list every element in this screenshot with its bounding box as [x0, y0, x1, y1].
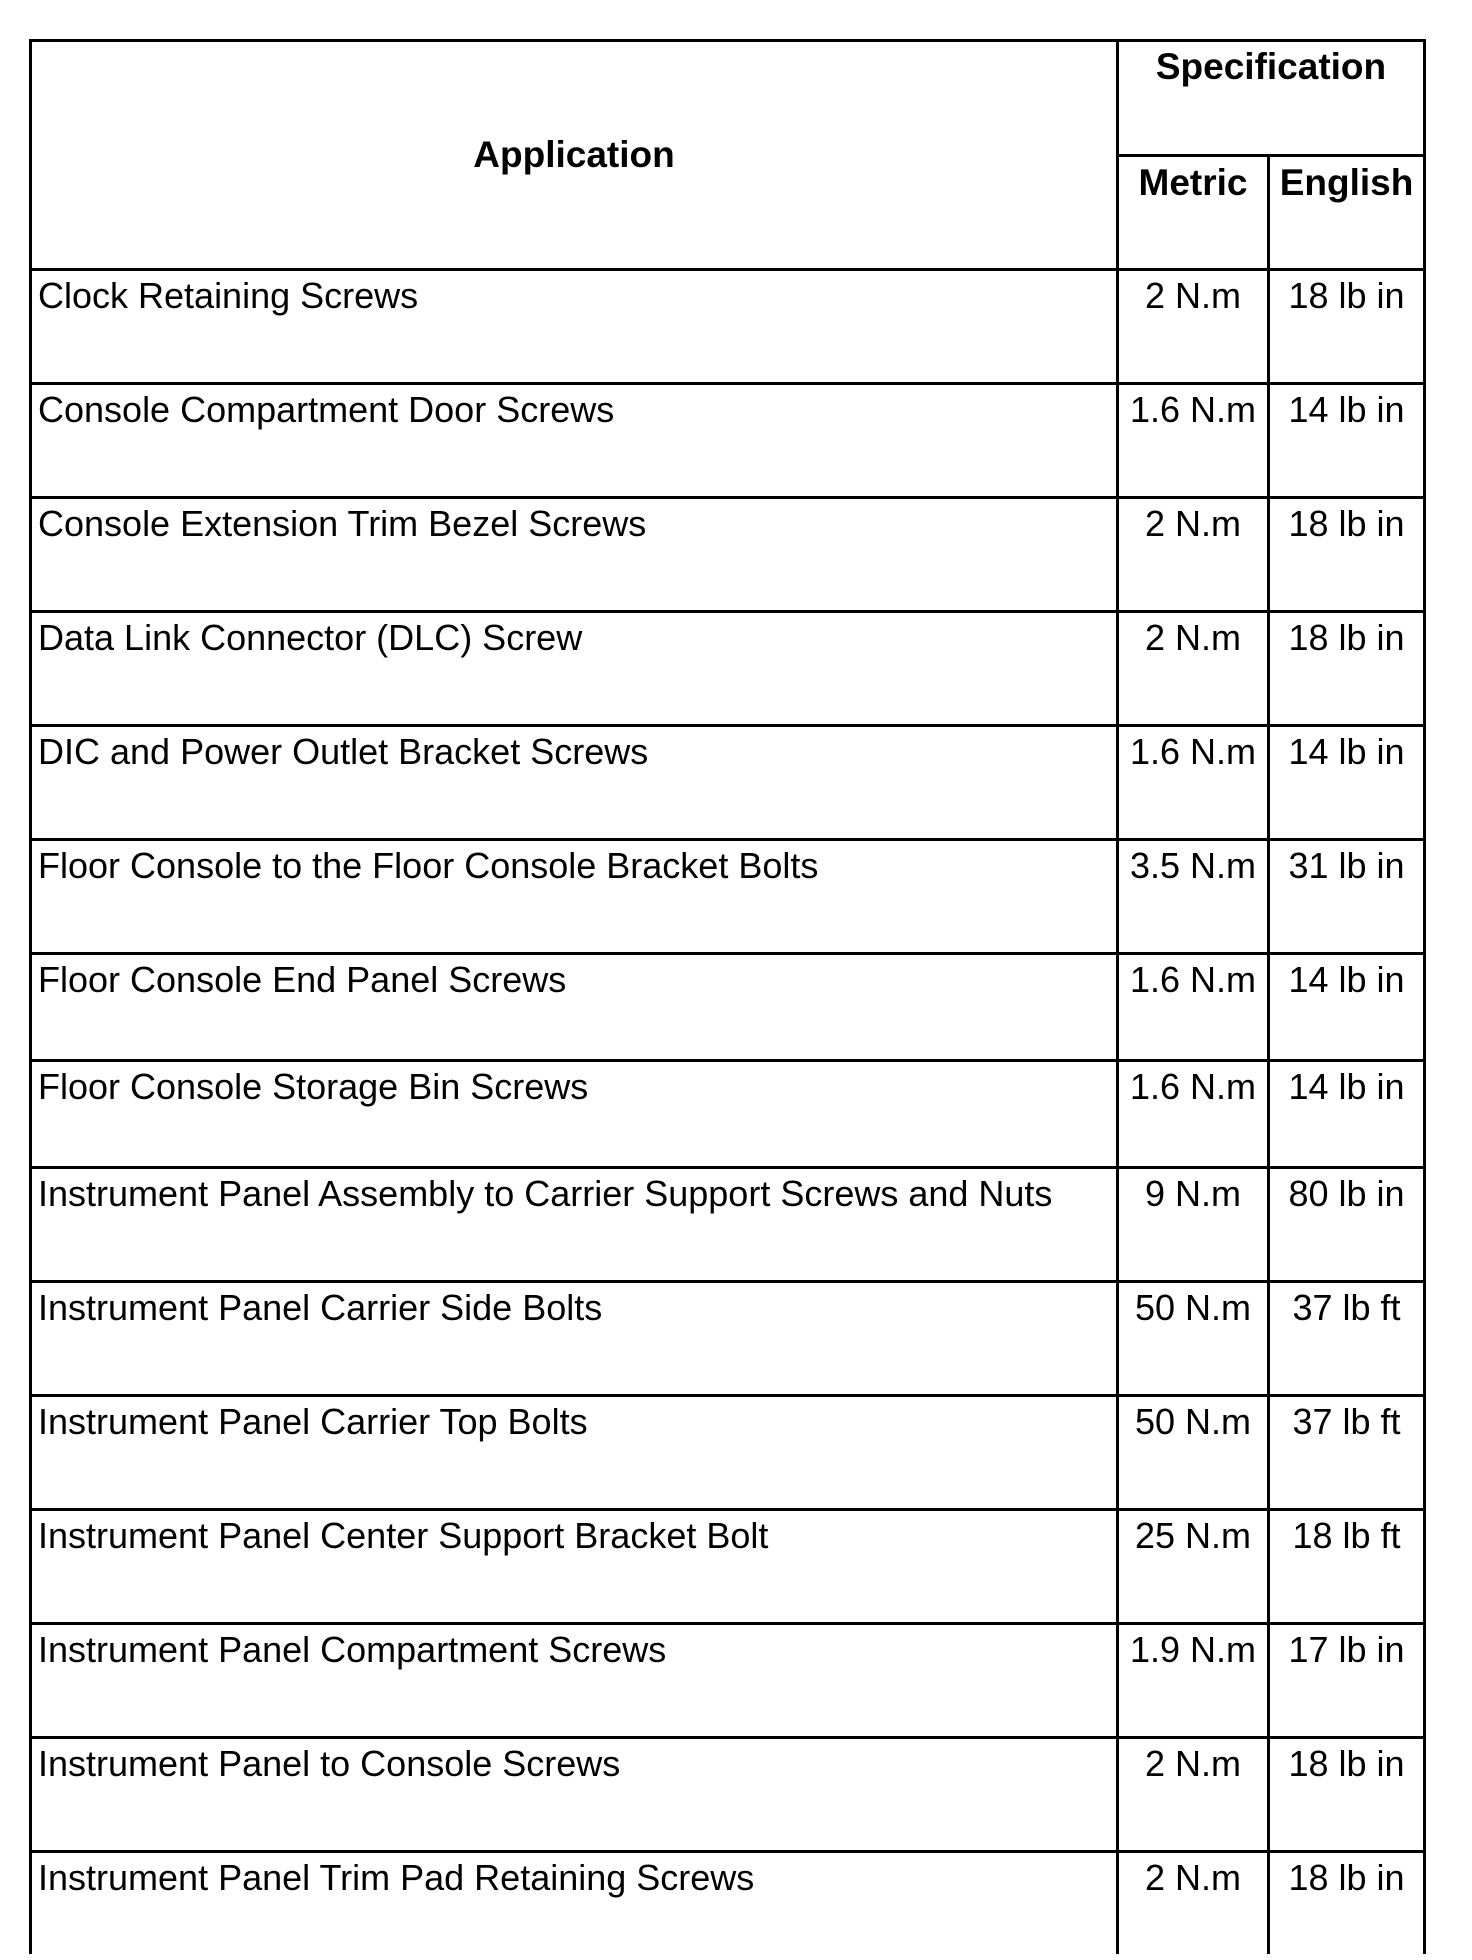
table-row: [31, 1624, 1425, 1738]
english-value-cell: 31 lb in: [1269, 840, 1425, 954]
metric-value-cell: 50 N.m: [1118, 1396, 1269, 1510]
metric-value-cell: 1.9 N.m: [1118, 1624, 1269, 1738]
metric-value-cell: 25 N.m: [1118, 1510, 1269, 1624]
metric-value-cell: 2 N.m: [1118, 498, 1269, 612]
table-row: [31, 1282, 1425, 1396]
metric-header: Metric: [1118, 156, 1269, 270]
english-value-cell: 18 lb in: [1269, 1852, 1425, 1954]
table-row: [31, 840, 1425, 954]
application-cell: Instrument Panel to Console Screws: [31, 1738, 1118, 1852]
table-row: [31, 1168, 1425, 1282]
english-value-cell: 80 lb in: [1269, 1168, 1425, 1282]
table-row: [31, 726, 1425, 840]
english-value-cell: 14 lb in: [1269, 726, 1425, 840]
table-row: [31, 1061, 1425, 1168]
application-cell: Floor Console to the Floor Console Bracket Bolts: [31, 840, 1118, 954]
application-cell: Instrument Panel Assembly to Carrier Support Screws and Nuts: [31, 1168, 1118, 1282]
metric-value-cell: 2 N.m: [1118, 1852, 1269, 1954]
table-row: [31, 1852, 1425, 1954]
english-value-cell: 18 lb in: [1269, 612, 1425, 726]
metric-value-cell: 50 N.m: [1118, 1282, 1269, 1396]
metric-value-cell: 3.5 N.m: [1118, 840, 1269, 954]
metric-value-cell: 2 N.m: [1118, 270, 1269, 384]
english-value-cell: 18 lb in: [1269, 270, 1425, 384]
metric-value-cell: 2 N.m: [1118, 1738, 1269, 1852]
table-row: [31, 384, 1425, 498]
application-cell: Clock Retaining Screws: [31, 270, 1118, 384]
specification-header: Specification: [1118, 41, 1425, 156]
application-cell: Floor Console Storage Bin Screws: [31, 1061, 1118, 1168]
application-cell: Floor Console End Panel Screws: [31, 954, 1118, 1061]
application-cell: Instrument Panel Trim Pad Retaining Screws: [31, 1852, 1118, 1954]
english-value-cell: 14 lb in: [1269, 384, 1425, 498]
table-row: [31, 1510, 1425, 1624]
metric-value-cell: 1.6 N.m: [1118, 384, 1269, 498]
english-value-cell: 14 lb in: [1269, 1061, 1425, 1168]
metric-value-cell: 1.6 N.m: [1118, 954, 1269, 1061]
application-cell: Console Compartment Door Screws: [31, 384, 1118, 498]
english-value-cell: 18 lb in: [1269, 1738, 1425, 1852]
application-cell: Console Extension Trim Bezel Screws: [31, 498, 1118, 612]
application-cell: Instrument Panel Carrier Top Bolts: [31, 1396, 1118, 1510]
table-row: [31, 954, 1425, 1061]
english-value-cell: 18 lb ft: [1269, 1510, 1425, 1624]
table-row: [31, 498, 1425, 612]
application-header: Application: [31, 41, 1118, 270]
table-row: [31, 1738, 1425, 1852]
table-row: [31, 1396, 1425, 1510]
application-cell: DIC and Power Outlet Bracket Screws: [31, 726, 1118, 840]
english-value-cell: 18 lb in: [1269, 498, 1425, 612]
table-row: [31, 612, 1425, 726]
torque-specification-table: [29, 39, 1426, 1954]
metric-value-cell: 1.6 N.m: [1118, 1061, 1269, 1168]
table-body: [31, 270, 1425, 1954]
english-value-cell: 37 lb ft: [1269, 1396, 1425, 1510]
english-value-cell: 37 lb ft: [1269, 1282, 1425, 1396]
metric-value-cell: 2 N.m: [1118, 612, 1269, 726]
metric-value-cell: 1.6 N.m: [1118, 726, 1269, 840]
application-cell: Instrument Panel Compartment Screws: [31, 1624, 1118, 1738]
english-value-cell: 17 lb in: [1269, 1624, 1425, 1738]
application-cell: Instrument Panel Center Support Bracket Bolt: [31, 1510, 1118, 1624]
metric-value-cell: 9 N.m: [1118, 1168, 1269, 1282]
application-cell: Data Link Connector (DLC) Screw: [31, 612, 1118, 726]
table-row: [31, 270, 1425, 384]
english-value-cell: 14 lb in: [1269, 954, 1425, 1061]
application-cell: Instrument Panel Carrier Side Bolts: [31, 1282, 1118, 1396]
english-header: English: [1269, 156, 1425, 270]
